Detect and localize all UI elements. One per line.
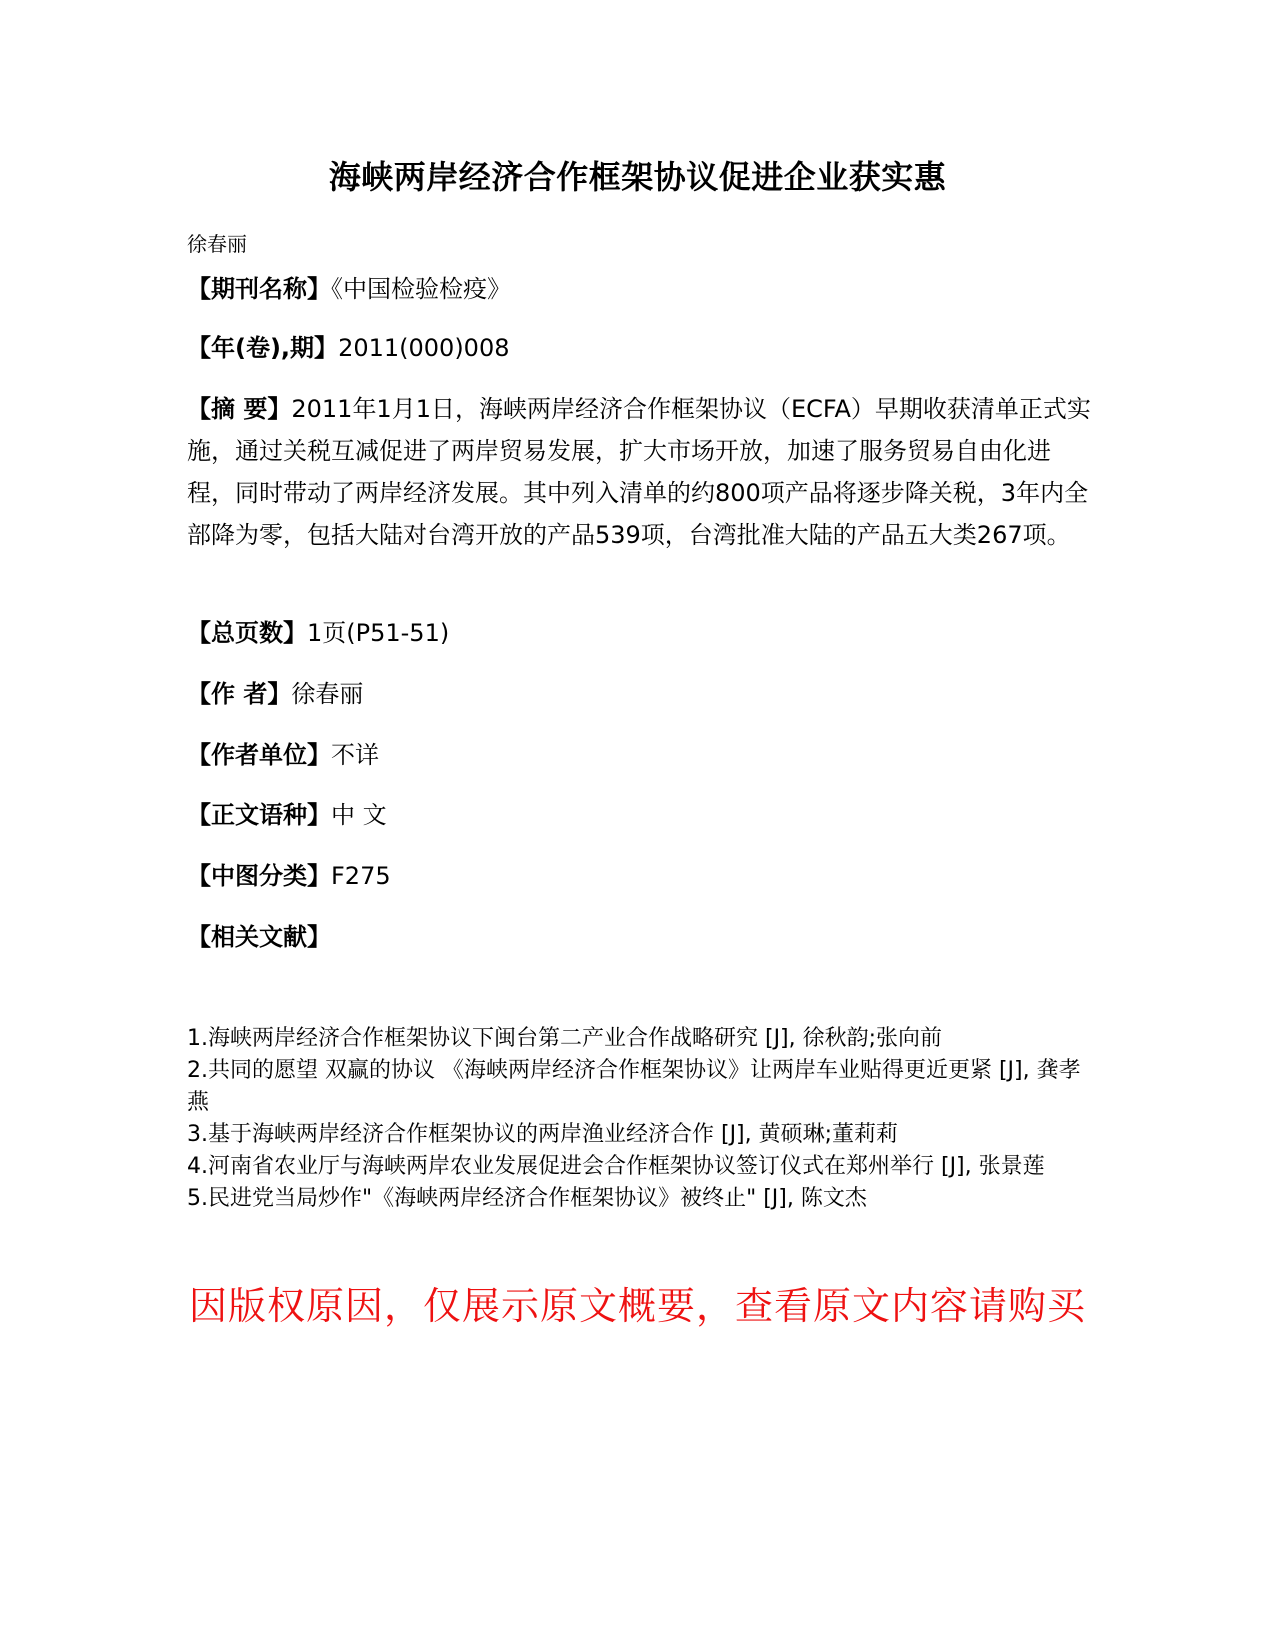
abstract-label: 【摘 要】	[187, 395, 292, 423]
issue-label: 【年(卷),期】	[187, 334, 339, 362]
related-label: 【相关文献】	[187, 923, 331, 951]
pages-field	[187, 612, 1092, 654]
related-list	[187, 1023, 1087, 1215]
affiliation-field	[187, 734, 1092, 776]
issue-field	[187, 327, 1092, 369]
affiliation-label: 【作者单位】	[187, 741, 331, 769]
related-item: 1.海峡两岸经济合作框架协议下闽台第二产业合作战略研究 [J], 徐秋韵;张向前	[187, 1026, 943, 1051]
language-value: 中 文	[331, 801, 387, 829]
classification-value: F275	[331, 862, 391, 890]
affiliation-value: 不详	[331, 741, 379, 769]
journal-label: 【期刊名称】	[187, 275, 331, 303]
related-heading-field	[187, 916, 1092, 958]
language-label: 【正文语种】	[187, 801, 331, 829]
abstract-value: 2011年1月1日，海峡两岸经济合作框架协议（ECFA）早期收获清单正式实施，通过关税互减促进了两岸贸易发展，扩大市场开放，加速了服务贸易自由化进程，同时带动了两岸经济发展。其中列入清单的约800项产品将逐步降关税，3年内全部降为零，包括大陆对台湾开放的产品539项，台湾批准大陆的产品五大类267项。	[187, 395, 1091, 549]
journal-field	[187, 268, 1092, 310]
related-item: 2.共同的愿望 双赢的协议 《海峡两岸经济合作框架协议》让两岸车业贴得更近更紧 [J], 龚孝燕	[187, 1058, 1081, 1115]
related-item: 4.河南省农业厅与海峡两岸农业发展促进会合作框架协议签订仪式在郑州举行 [J], 张景莲	[187, 1154, 1045, 1179]
author-line: 徐春丽	[187, 232, 247, 256]
classification-label: 【中图分类】	[187, 862, 331, 890]
abstract-field	[187, 388, 1092, 556]
document-title: 海峡两岸经济合作框架协议促进企业获实惠	[328, 158, 947, 196]
journal-value: 《中国检验检疫》	[331, 275, 511, 303]
language-field	[187, 794, 1092, 836]
related-item: 3.基于海峡两岸经济合作框架协议的两岸渔业经济合作 [J], 黄硕琳;董莉莉	[187, 1122, 899, 1147]
authors-label: 【作 者】	[187, 680, 292, 708]
copyright-notice: 因版权原因，仅展示原文概要，查看原文内容请购买	[188, 1284, 1086, 1328]
pages-label: 【总页数】	[187, 619, 307, 647]
authors-value: 徐春丽	[291, 680, 364, 708]
related-item: 5.民进党当局炒作"《海峡两岸经济合作框架协议》被终止" [J], 陈文杰	[187, 1186, 867, 1211]
pages-value: 1页(P51-51)	[307, 619, 450, 647]
classification-field	[187, 855, 1092, 897]
authors-field	[187, 673, 1092, 715]
issue-value: 2011(000)008	[338, 334, 510, 362]
